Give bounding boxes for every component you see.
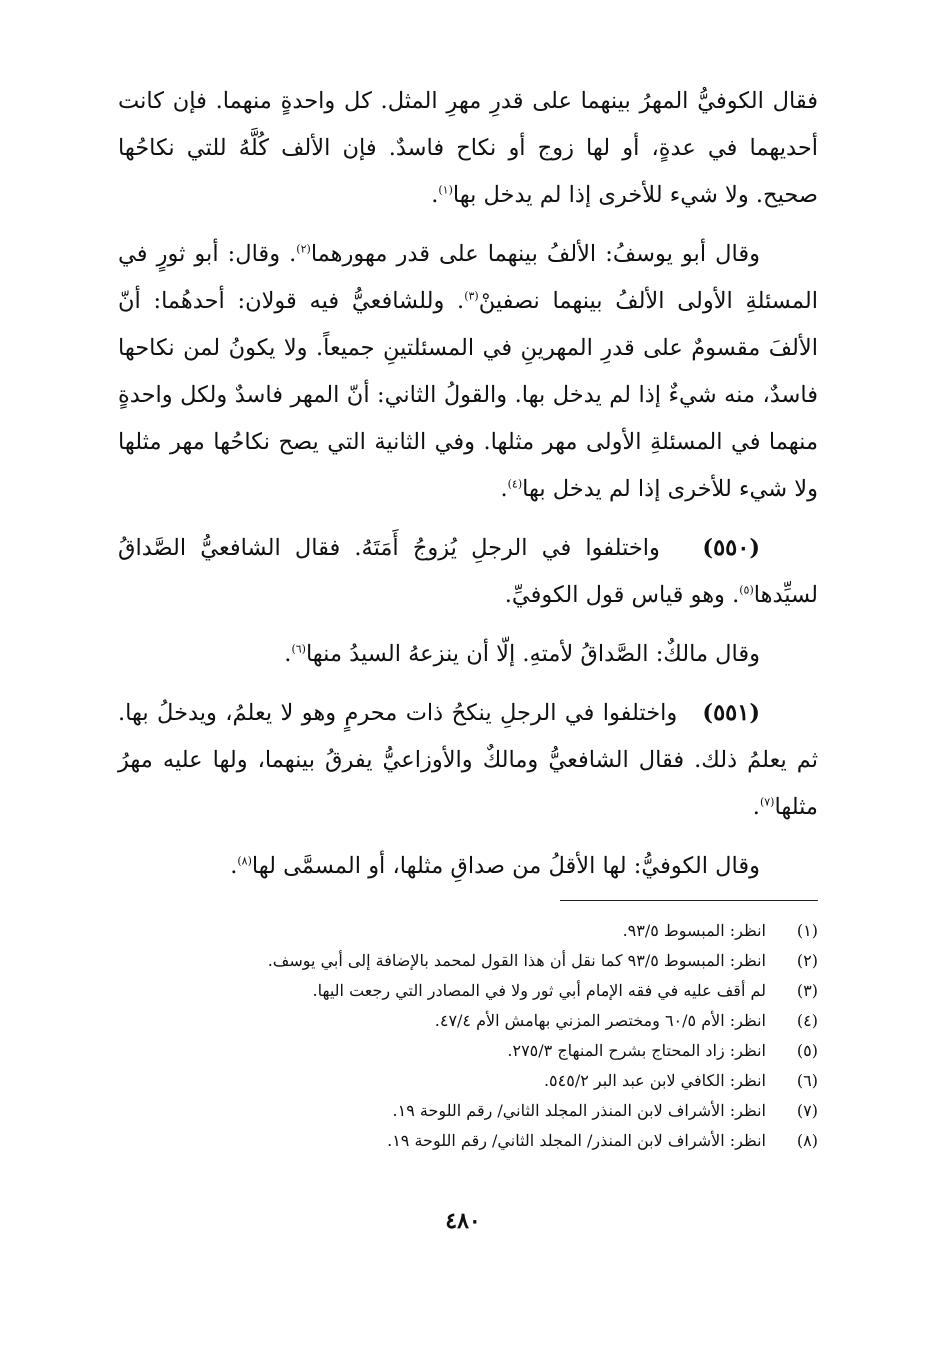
footnote-ref[interactable]: (٤)	[507, 477, 523, 491]
paragraph-tail: .	[500, 476, 508, 502]
footnote-text: انظر: الأم ٦٠/٥ ومختصر المزني بهامش الأم ٤٧/٤.	[434, 1011, 766, 1030]
paragraph-tail: . وهو قياس قول الكوفيِّ.	[504, 582, 740, 608]
footnote-ref[interactable]: (٥)	[739, 583, 754, 597]
footnote-divider	[560, 900, 818, 901]
paragraph-tail: .	[431, 182, 439, 208]
footnote-item	[118, 1096, 818, 1126]
footnote-item	[118, 946, 818, 976]
footnote-item	[118, 1066, 818, 1096]
footnote-text: انظر: الأشراف لابن المنذر/ المجلد الثاني/ رقم اللوحة ١٩.	[387, 1131, 766, 1150]
paragraph-1	[118, 78, 818, 219]
footnote-text: انظر: الأشراف لابن المنذر المجلد الثاني/ رقم اللوحة ١٩.	[392, 1101, 766, 1120]
footnote-text: انظر: المبسوط ٩٣/٥.	[622, 921, 766, 940]
footnote-number: (٣)	[796, 981, 818, 1000]
footnote-text: انظر: المبسوط ٩٣/٥ كما نقل أن هذا القول لمحمد بالإضافة إلى أبي يوسف.	[267, 951, 766, 970]
paragraph-tail: . وقال: أبو ثورٍ في المسئلةِ الأولى الألفُ بينهما نصفينْ	[118, 241, 818, 314]
footnote-item	[118, 1006, 818, 1036]
paragraph-tail: .	[230, 853, 238, 879]
footnote-ref[interactable]: (٧)	[759, 795, 775, 809]
paragraph-tail: .	[752, 794, 760, 820]
paragraph-malik	[118, 631, 818, 678]
footnote-number: (٨)	[796, 1131, 818, 1150]
footnote-number: (٥)	[796, 1041, 818, 1060]
footnote-number: (٤)	[796, 1011, 818, 1030]
footnote-item	[118, 976, 818, 1006]
paragraph-550	[118, 525, 818, 619]
paragraph-text: واختلفوا في الرجلِ ينكحُ ذات محرمٍ وهو لا يعلمُ، ويدخلُ بها. ثم يعلمُ ذلك. فقال الشافعيُّ ومالكٌ والأوزاعيُّ يفرقُ بينهما، ولها عليه مهرُ مثلها	[118, 700, 818, 820]
footnote-ref[interactable]: (١)	[438, 183, 453, 197]
footnote-text: لم أقف عليه في فقه الإمام أبي ثور ولا في المصادر التي رجعت اليها.	[312, 981, 766, 1000]
footnote-number: (٦)	[796, 1071, 818, 1090]
paragraph-tail: .	[284, 641, 292, 667]
footnote-ref[interactable]: (٢)	[296, 242, 311, 256]
paragraph-2	[118, 231, 818, 513]
footnote-number: (٢)	[796, 951, 818, 970]
paragraph-text: وقال الكوفيُّ: لها الأقلُ من صداقِ مثلها، أو المسمَّى لها	[251, 853, 760, 879]
paragraph-text: وقال أبو يوسفُ: الألفُ بينهما على قدر مهورهما	[310, 241, 760, 267]
footnote-number: (١)	[796, 921, 818, 940]
footnote-number: (٧)	[796, 1101, 818, 1120]
footnotes	[118, 916, 818, 1156]
paragraph-tail: . وللشافعيُّ فيه قولان: أحدهُما: أنّ الألفَ مقسومٌ على قدرِ المهرينِ في المسئلتينِ جميعاً. ولا يكونُ لمن نكاحها فاسدٌ، منه شيءٌ إذا لم يدخل بها. والقولُ الثاني: أنّ المهر فاسدٌ ولكل واحدةٍ منهما في المسئلةِ الأولى مهر مثلها. وفي الثانية التي يصح نكاحُها مهر مثلها ولا شيء للأخرى إذا لم يدخل بها	[118, 288, 818, 502]
paragraph-text: فقال الكوفيُّ المهرُ بينهما على قدرِ مهرِ المثل. كل واحدةٍ منهما. فإن كانت أحديهما في عدةٍ، أو لها زوج أو نكاح فاسدٌ. فإن الألف كُلَّهُ للتي نكاحُها صحيح. ولا شيء للأخرى إذا لم يدخل بها	[118, 88, 818, 208]
footnote-ref[interactable]: (٣)	[464, 289, 479, 303]
paragraph-number: (٥٥١)	[702, 700, 760, 726]
paragraph-text: وقال مالكٌ: الصَّداقُ لأمتهِ. إلّا أن ينزعهُ السيدُ منها	[305, 641, 760, 667]
main-text	[118, 78, 818, 890]
footnote-item	[118, 916, 818, 946]
paragraph-number: (٥٥٠)	[702, 535, 760, 561]
paragraph-text: واختلفوا في الرجلِ يُزوجُ أَمَتَهُ. فقال الشافعيُّ الصَّداقُ لسيِّدها	[118, 535, 818, 608]
paragraph-kufi	[118, 843, 818, 890]
paragraph-551	[118, 690, 818, 831]
page-number: ٤٨٠	[445, 1208, 481, 1234]
footnote-item	[118, 1126, 818, 1156]
footnote-text: انظر: زاد المحتاج بشرح المنهاج ٢٧٥/٣.	[507, 1041, 766, 1060]
footnote-text: انظر: الكافي لابن عبد البر ٥٤٥/٢.	[543, 1071, 766, 1090]
footnote-item	[118, 1036, 818, 1066]
footnote-ref[interactable]: (٨)	[237, 854, 252, 868]
footnote-ref[interactable]: (٦)	[291, 642, 306, 656]
